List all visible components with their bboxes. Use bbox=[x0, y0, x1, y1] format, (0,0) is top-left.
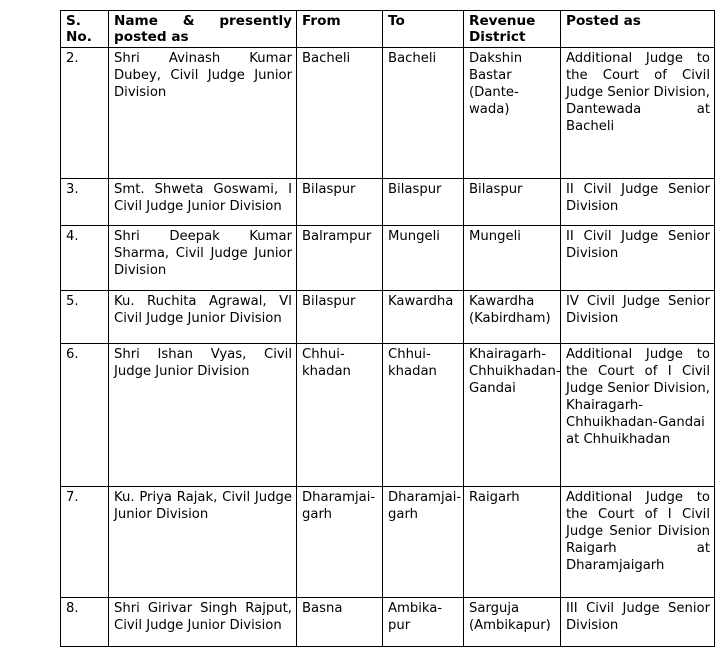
cell-to: Ambika-pur bbox=[383, 598, 464, 647]
cell-name: Shri Deepak Kumar Sharma, Civil Judge Junior Division bbox=[109, 226, 297, 291]
cell-district: Mungeli bbox=[464, 226, 561, 291]
table-row bbox=[61, 487, 715, 598]
cell-from: Dharamjai-garh bbox=[297, 487, 383, 598]
header-name bbox=[109, 11, 297, 48]
table-row bbox=[61, 48, 715, 179]
cell-district: Dakshin Bastar (Dante-wada) bbox=[464, 48, 561, 179]
posting-table bbox=[60, 10, 715, 647]
cell-posted: II Civil Judge Senior Division bbox=[561, 179, 715, 226]
cell-from: Bilaspur bbox=[297, 291, 383, 344]
cell-district: Kawardha (Kabirdham) bbox=[464, 291, 561, 344]
header-name-presently: presently bbox=[219, 13, 292, 29]
cell-name: Shri Ishan Vyas, Civil Judge Junior Division bbox=[109, 344, 297, 487]
cell-to: Bilaspur bbox=[383, 179, 464, 226]
cell-name: Smt. Shweta Goswami, I Civil Judge Junior Division bbox=[109, 179, 297, 226]
table-row bbox=[61, 179, 715, 226]
cell-sno: 7. bbox=[61, 487, 109, 598]
header-name-amp: & bbox=[182, 13, 195, 29]
cell-posted: II Civil Judge Senior Division bbox=[561, 226, 715, 291]
cell-posted: IV Civil Judge Senior Division bbox=[561, 291, 715, 344]
cell-sno: 4. bbox=[61, 226, 109, 291]
cell-from: Chhui-khadan bbox=[297, 344, 383, 487]
cell-from: Bacheli bbox=[297, 48, 383, 179]
cell-posted: Additional Judge to the Court of I Civil Judge Senior Division Raigarh at Dharamjaigarh bbox=[561, 487, 715, 598]
header-row bbox=[61, 11, 715, 48]
cell-district: Sarguja (Ambikapur) bbox=[464, 598, 561, 647]
header-name-line2: posted as bbox=[114, 29, 189, 45]
cell-name: Ku. Ruchita Agrawal, VI Civil Judge Junior Division bbox=[109, 291, 297, 344]
cell-from: Balrampur bbox=[297, 226, 383, 291]
header-name-word: Name bbox=[114, 13, 158, 29]
table-row bbox=[61, 291, 715, 344]
cell-district: Bilaspur bbox=[464, 179, 561, 226]
header-posted: Posted as bbox=[561, 11, 715, 48]
cell-from: Bilaspur bbox=[297, 179, 383, 226]
table-row bbox=[61, 226, 715, 291]
cell-name: Shri Girivar Singh Rajput, Civil Judge Junior Division bbox=[109, 598, 297, 647]
cell-posted: III Civil Judge Senior Division bbox=[561, 598, 715, 647]
cell-sno: 5. bbox=[61, 291, 109, 344]
cell-posted: Additional Judge to the Court of Civil Judge Senior Division, Dantewada at Bacheli bbox=[561, 48, 715, 179]
header-sno: S. No. bbox=[61, 11, 109, 48]
cell-to: Dharamjai-garh bbox=[383, 487, 464, 598]
header-district: Revenue District bbox=[464, 11, 561, 48]
cell-from: Basna bbox=[297, 598, 383, 647]
header-name-line bbox=[114, 13, 292, 29]
cell-sno: 6. bbox=[61, 344, 109, 487]
cell-sno: 3. bbox=[61, 179, 109, 226]
header-from: From bbox=[297, 11, 383, 48]
cell-district: Khairagarh-Chhuikhadan-Gandai bbox=[464, 344, 561, 487]
cell-sno: 8. bbox=[61, 598, 109, 647]
table-row bbox=[61, 598, 715, 647]
header-to: To bbox=[383, 11, 464, 48]
cell-name: Ku. Priya Rajak, Civil Judge Junior Division bbox=[109, 487, 297, 598]
cell-name: Shri Avinash Kumar Dubey, Civil Judge Junior Division bbox=[109, 48, 297, 179]
cell-posted: Additional Judge to the Court of I Civil Judge Senior Division, Khairagarh-Chhuikhadan-Gandai at Chhuikhadan bbox=[561, 344, 715, 487]
cell-to: Bacheli bbox=[383, 48, 464, 179]
cell-to: Kawardha bbox=[383, 291, 464, 344]
cell-to: Chhui-khadan bbox=[383, 344, 464, 487]
cell-district: Raigarh bbox=[464, 487, 561, 598]
table-row bbox=[61, 344, 715, 487]
cell-sno: 2. bbox=[61, 48, 109, 179]
cell-to: Mungeli bbox=[383, 226, 464, 291]
